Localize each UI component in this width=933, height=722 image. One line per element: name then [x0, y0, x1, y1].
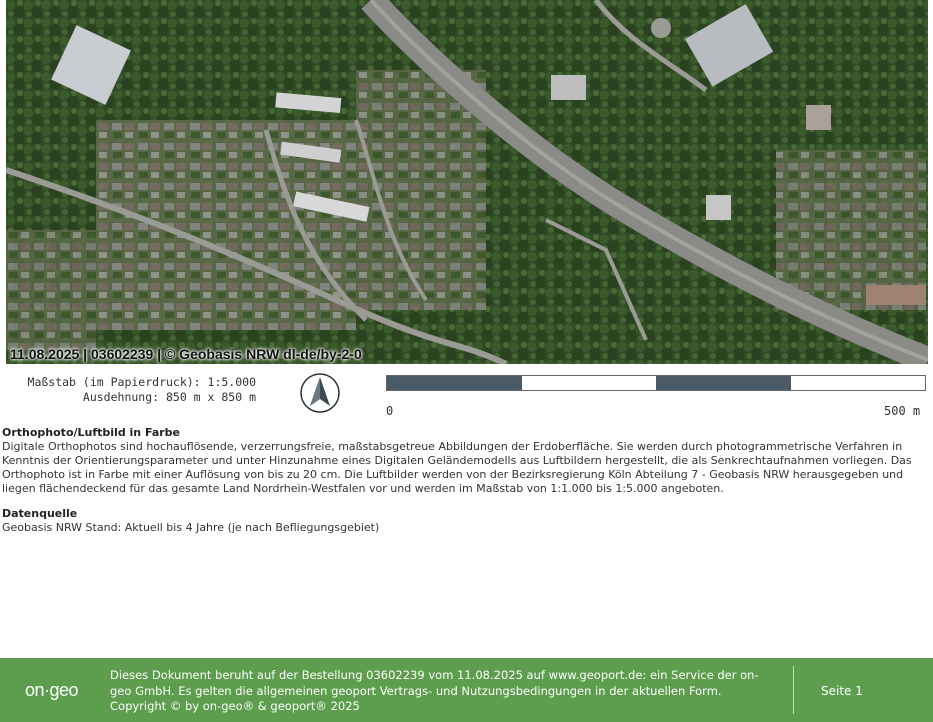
scale-end-label: 500 m: [884, 404, 921, 418]
scale-segment-1: [387, 376, 522, 390]
map-credit: 11.08.2025 | 03602239 | © Geobasis NRW dl-de/by-2-0: [10, 346, 362, 362]
scale-segment-2: [522, 376, 657, 390]
aerial-map[interactable]: [6, 0, 928, 364]
aerial-imagery: [6, 0, 928, 364]
source-heading: Datenquelle: [2, 507, 78, 520]
north-arrow-icon: [299, 372, 341, 414]
page-number: Seite 1: [821, 684, 863, 698]
scale-text: Maßstab (im Papierdruck): 1:5.000: [27, 375, 256, 389]
description-section: [2, 425, 922, 535]
scale-segment-3: [656, 376, 791, 390]
extent-text: Ausdehnung: 850 m x 850 m: [82, 390, 256, 404]
on-geo-logo[interactable]: on·geo: [25, 680, 79, 700]
footer: [0, 658, 933, 722]
description-body: Digitale Orthophotos sind hochauflösende, verzerrungsfreie, maßstabsgetreue Abbildungen der Erdoberfläche. Sie werden durch photogrammetrische Verfahren in Kenntnis der Orientierungsparameter und unter Hinzunahme eines Digitalen Geländemodells aus Luftbildern hergestellt, die als Senkrechtaufnahmen vorliegen. Das Orthophoto ist in Farbe mit einer Auflösung von bis zu 20 cm. Die Luftbilder werden von der Bezirksregierung Köln Abteilung 7 - Geobasis NRW herausgegeben und liegen flächendeckend für das gesamte Land Nordrhein-Westfalen vor und werden im Maßstab von 1:1.000 bis 1:5.000 angeboten.: [2, 440, 912, 495]
scale-bar: [386, 375, 926, 391]
scale-info: [0, 375, 256, 405]
description-heading: Orthophoto/Luftbild in Farbe: [2, 426, 181, 439]
footer-text: Dieses Dokument beruht auf der Bestellung 03602239 vom 11.08.2025 auf www.geoport.de: ein Service der on-geo GmbH. Es gelten die allgemeinen geoport Vertrags- und Nutzungsbedingungen in der aktuellen Form. Copyright © by on-geo® & geoport® 2025: [110, 668, 759, 713]
scale-segment-4: [791, 376, 926, 390]
scale-start-label: 0: [386, 404, 394, 418]
source-body: Geobasis NRW Stand: Aktuell bis 4 Jahre (je nach Befliegungsgebiet): [2, 521, 380, 534]
footer-divider: [793, 666, 794, 714]
